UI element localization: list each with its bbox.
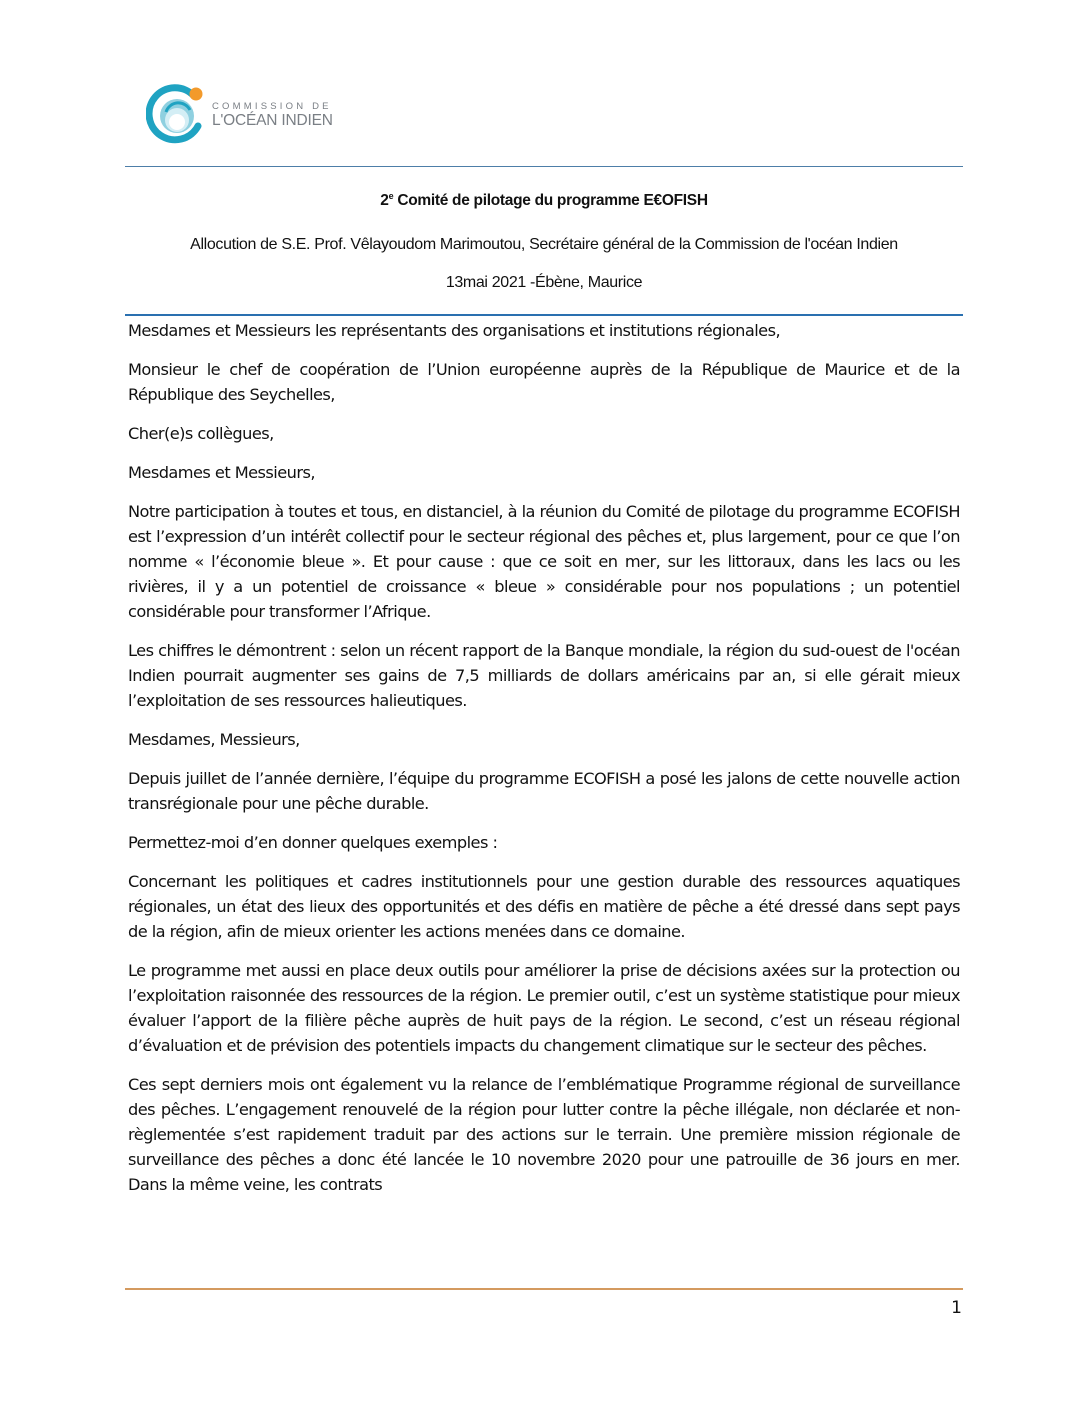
paragraph: Permettez-moi d’en donner quelques exemples :	[128, 833, 498, 852]
paragraph: Depuis juillet de l’année dernière, l’équipe du programme ECOFISH a posé les jalons de cette nouvelle action transrégionale pour une pêche durable.	[128, 769, 960, 813]
paragraph: Ces sept derniers mois ont également vu la relance de l’emblématique Programme régional de surveillance des pêches. L’engagement renouvelé de la région pour lutter contre la pêche illégale, non déclarée et non-règlementée s’est rapidement traduit par des actions sur le terrain. Une première mission régionale de surveillance des pêches a donc été lancée le 10 novembre 2020 pour une patrouille de 36 jours en mer. Dans la même veine, les contrats	[128, 1075, 960, 1194]
paragraph: Mesdames et Messieurs les représentants des organisations et institutions régionales,	[128, 321, 781, 340]
paragraph: Monsieur le chef de coopération de l’Union européenne auprès de la République de Maurice et de la République des Seychelles,	[128, 360, 960, 404]
logo-text-line1: COMMISSION DE	[212, 101, 332, 112]
paragraph: Mesdames, Messieurs,	[128, 730, 300, 749]
paragraph: Mesdames et Messieurs,	[128, 463, 315, 482]
header-divider	[125, 166, 963, 167]
logo-text-line2: L'OCÉAN INDIEN	[212, 112, 333, 129]
document-title: 2e Comité de pilotage du programme E€OFISH	[380, 191, 708, 209]
title-divider	[125, 314, 963, 316]
coi-logo-icon	[146, 82, 208, 144]
footer-divider	[125, 1288, 963, 1290]
document-date-location: 13mai 2021 -Ébène, Maurice	[445, 274, 643, 291]
paragraph: Notre participation à toutes et tous, en distanciel, à la réunion du Comité de pilotage du programme ECOFISH est l’expression d’un intérêt collectif pour le secteur régional des pêches et, plus largement, pour ce que l’on nomme « l’économie bleue ». Et pour cause : que ce soit en mer, sur les littoraux, dans les lacs ou les rivières, il y a un potentiel de croissance « bleue » considérable pour nos populations ; un potentiel considérable pour transformer l’Afrique.	[128, 502, 960, 621]
paragraph: Le programme met aussi en place deux outils pour améliorer la prise de décisions axées sur la protection ou l’exploitation raisonnée des ressources de la région. Le premier outil, c’est un système statistique pour mieux évaluer l’apport de la filière pêche auprès de huit pays de la région. Le second, c’est un réseau régional d’évaluation et de prévision des potentiels impacts du changement climatique sur le secteur des pêches.	[128, 961, 960, 1055]
speech-body	[128, 318, 960, 1211]
paragraph: Les chiffres le démontrent : selon un récent rapport de la Banque mondiale, la région du sud-ouest de l'océan Indien pourrait augmenter ses gains de 7,5 milliards de dollars américains par an, si elle gérait mieux l’exploitation de ses ressources halieutiques.	[128, 641, 960, 710]
paragraph: Concernant les politiques et cadres institutionnels pour une gestion durable des ressources aquatiques régionales, un état des lieux des opportunités et des défis en matière de pêche a été dressé dans sept pays de la région, afin de mieux orienter les actions menées dans ce domaine.	[128, 872, 960, 941]
organization-logo	[146, 82, 333, 144]
document-subtitle: Allocution de S.E. Prof. Vêlayoudom Marimoutou, Secrétaire général de la Commission de l'océan Indien	[190, 236, 898, 253]
page-number: 1	[951, 1298, 962, 1318]
paragraph: Cher(e)s collègues,	[128, 424, 274, 443]
